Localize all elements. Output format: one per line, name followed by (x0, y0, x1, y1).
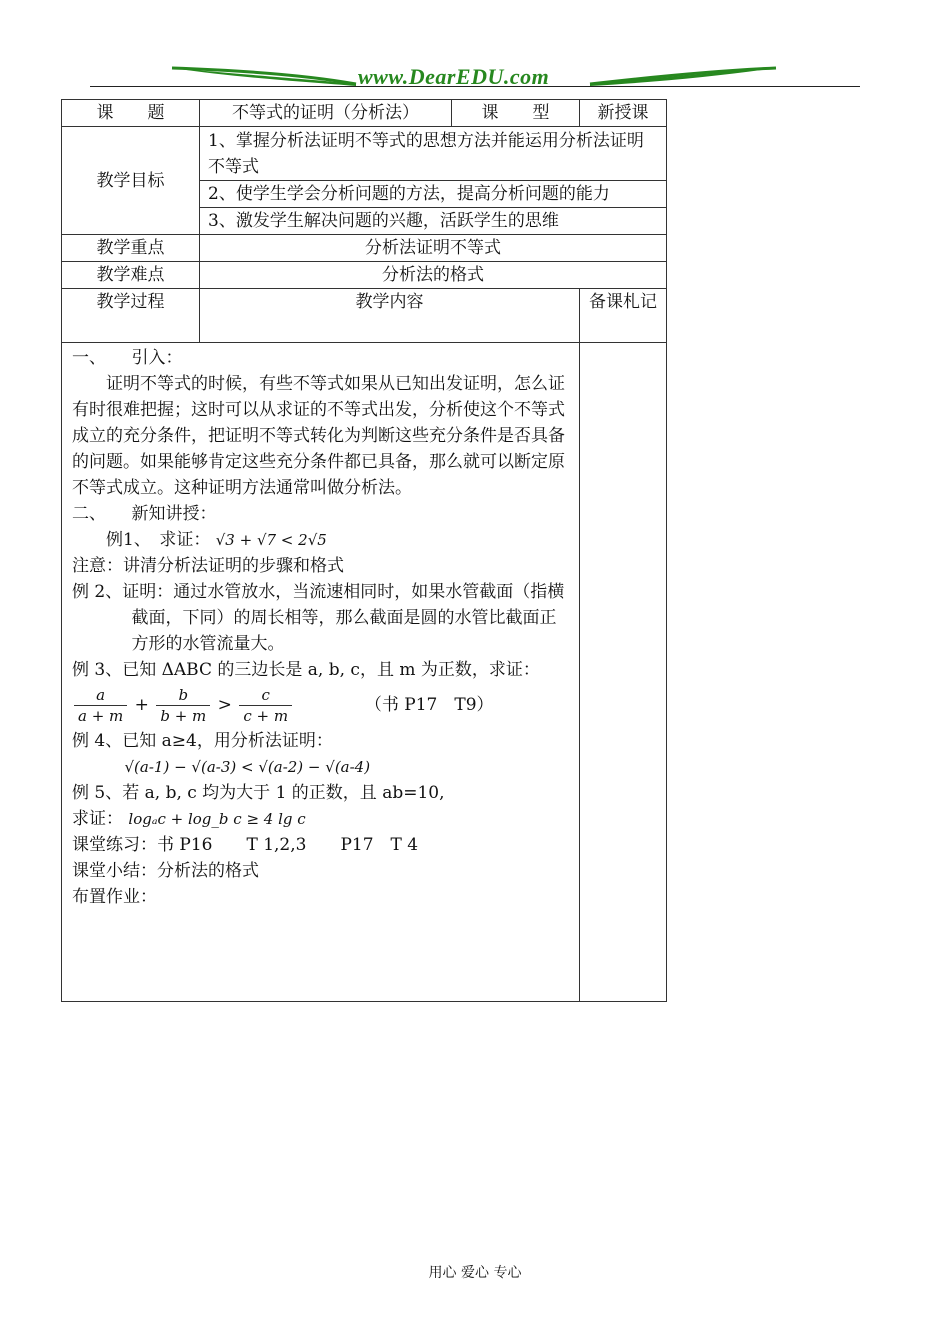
difficulty-value: 分析法的格式 (200, 262, 667, 289)
process-label: 教学过程 (62, 289, 200, 343)
example-3-text: 例 3、已知 ΔABC 的三边长是 a, b, c，且 m 为正数，求证： (72, 660, 540, 680)
summary-text: 课堂小结：分析法的格式 (72, 861, 259, 881)
goal-item: 3、激发学生解决问题的兴趣，活跃学生的思维 (200, 208, 667, 235)
example-5-prove-label: 求证： (72, 809, 123, 829)
section-2-title: 二、 新知讲授： (72, 504, 217, 524)
goals-label: 教学目标 (62, 127, 200, 235)
note-text: 注意：讲清分析法证明的步骤和格式 (72, 556, 344, 576)
key-label: 教学重点 (62, 235, 200, 262)
page-footer: 用心 爱心 专心 (428, 1265, 522, 1281)
example-1-label: 例1、 求证： (106, 530, 211, 550)
section-1-text: 证明不等式的时候，有些不等式如果从已知出发证明，怎么证有时很难把握；这时可以从求证的不等式出发，分析使这个不等式成立的充分条件，把证明不等式转化为判断这些充分条件是否具备的问题。如果能够肯定这些充分条件都已具备，那么就可以断定原不等式成立。这种证明方法通常叫做分析法。 (72, 374, 565, 498)
notes-column (580, 343, 667, 1002)
example-4-text: 例 4、已知 a≥4，用分析法证明： (72, 731, 333, 751)
page-header (60, 62, 860, 92)
type-label: 课 型 (452, 100, 580, 127)
section-1-title: 一、 引入： (72, 348, 183, 368)
example-4-formula: √(a-1) − √(a-3) < √(a-2) − √(a-4) (124, 758, 371, 776)
site-logo: www.DearEDU.com (358, 64, 550, 89)
example-1-formula: √3 + √7 < 2√5 (215, 531, 327, 549)
example-2-text: 例 2、证明：通过水管放水，当流速相同时，如果水管截面（指横截面，下同）的周长相等，那么截面是圆的水管比截面正方形的水管流量大。 (72, 582, 565, 654)
difficulty-label: 教学难点 (62, 262, 200, 289)
lesson-content (62, 343, 580, 1002)
key-value: 分析法证明不等式 (200, 235, 667, 262)
homework-text: 布置作业： (72, 887, 157, 907)
content-row (62, 343, 667, 1002)
lesson-plan-table (61, 99, 667, 1002)
goal-item: 1、掌握分析法证明不等式的思想方法并能运用分析法证明不等式 (200, 127, 667, 181)
example-3-reference: （书 P17 T9） (364, 695, 494, 715)
notes-label: 备课札记 (580, 289, 667, 343)
topic-label: 课 题 (62, 100, 200, 127)
topic-value: 不等式的证明（分析法） (200, 100, 452, 127)
difficulty-row (62, 262, 667, 289)
header-rule (90, 86, 860, 87)
key-row (62, 235, 667, 262)
goal-row-1 (62, 127, 667, 181)
goal-item: 2、使学生学会分析问题的方法，提高分析问题的能力 (200, 181, 667, 208)
topic-row (62, 100, 667, 127)
practice-text: 课堂练习：书 P16 T 1,2,3 P17 T 4 (72, 835, 419, 855)
type-value: 新授课 (580, 100, 667, 127)
process-header-row (62, 289, 667, 343)
example-5-text: 例 5、若 a, b, c 均为大于 1 的正数，且 ab=10, (72, 783, 445, 803)
example-5-formula: logₐc + log_b c ≥ 4 lg c (128, 810, 306, 828)
example-3-formula: $\frac{a}{a + m}$ + $\frac{b}{b + m}$ > $\frac{c}{c + m}$ （书 P17 T9） (72, 685, 571, 726)
content-label: 教学内容 (200, 289, 580, 343)
